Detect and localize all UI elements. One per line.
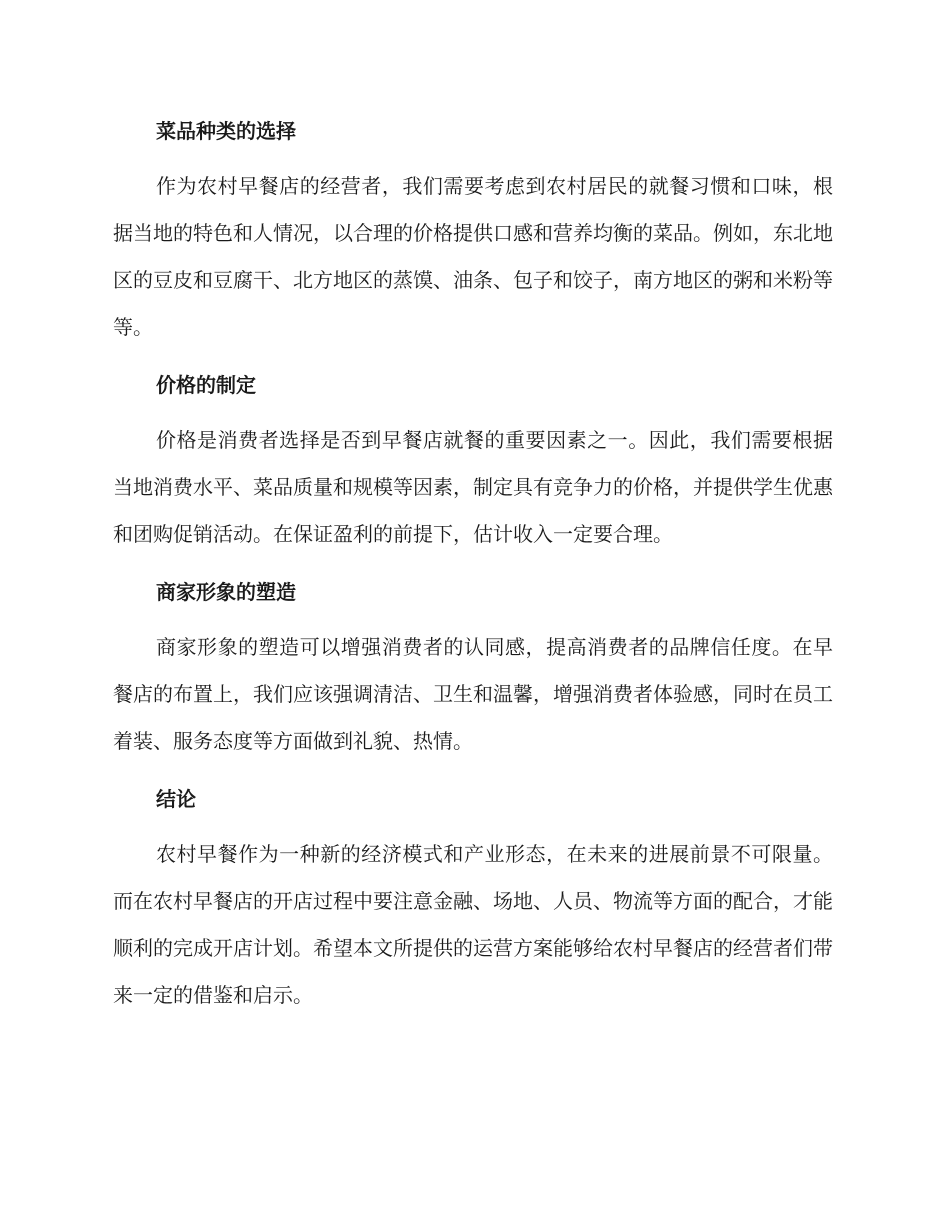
section-heading: 菜品种类的选择 [156, 119, 296, 143]
document-page [113, 108, 833, 1030]
spacer [113, 154, 833, 163]
spacer [113, 615, 833, 624]
section-dish-selection [113, 108, 833, 351]
section-pricing [113, 362, 833, 558]
section-paragraph: 作为农村早餐店的经营者，我们需要考虑到农村居民的就餐习惯和口味，根据当地的特色和人情况，以合理的价格提供口感和营养均衡的菜品。例如，东北地区的豆皮和豆腐干、北方地区的蒸馍、油条、包子和饺子，南方地区的粥和米粉等等。 [113, 174, 833, 339]
spacer [113, 822, 833, 831]
section-conclusion [113, 776, 833, 1019]
section-brand-image [113, 569, 833, 765]
spacer [113, 408, 833, 417]
section-heading: 商家形象的塑造 [156, 580, 296, 604]
section-paragraph: 农村早餐作为一种新的经济模式和产业形态，在未来的进展前景不可限量。而在农村早餐店的开店过程中要注意金融、场地、人员、物流等方面的配合，才能顺利的完成开店计划。希望本文所提供的运营方案能够给农村早餐店的经营者们带来一定的借鉴和启示。 [113, 842, 833, 1007]
section-paragraph: 商家形象的塑造可以增强消费者的认同感，提高消费者的品牌信任度。在早餐店的布置上，我们应该强调清洁、卫生和温馨，增强消费者体验感，同时在员工着装、服务态度等方面做到礼貌、热情。 [113, 635, 833, 753]
section-heading: 结论 [156, 787, 196, 811]
section-heading: 价格的制定 [156, 373, 256, 397]
section-paragraph: 价格是消费者选择是否到早餐店就餐的重要因素之一。因此，我们需要根据当地消费水平、菜品质量和规模等因素，制定具有竞争力的价格，并提供学生优惠和团购促销活动。在保证盈利的前提下，估计收入一定要合理。 [113, 428, 833, 546]
